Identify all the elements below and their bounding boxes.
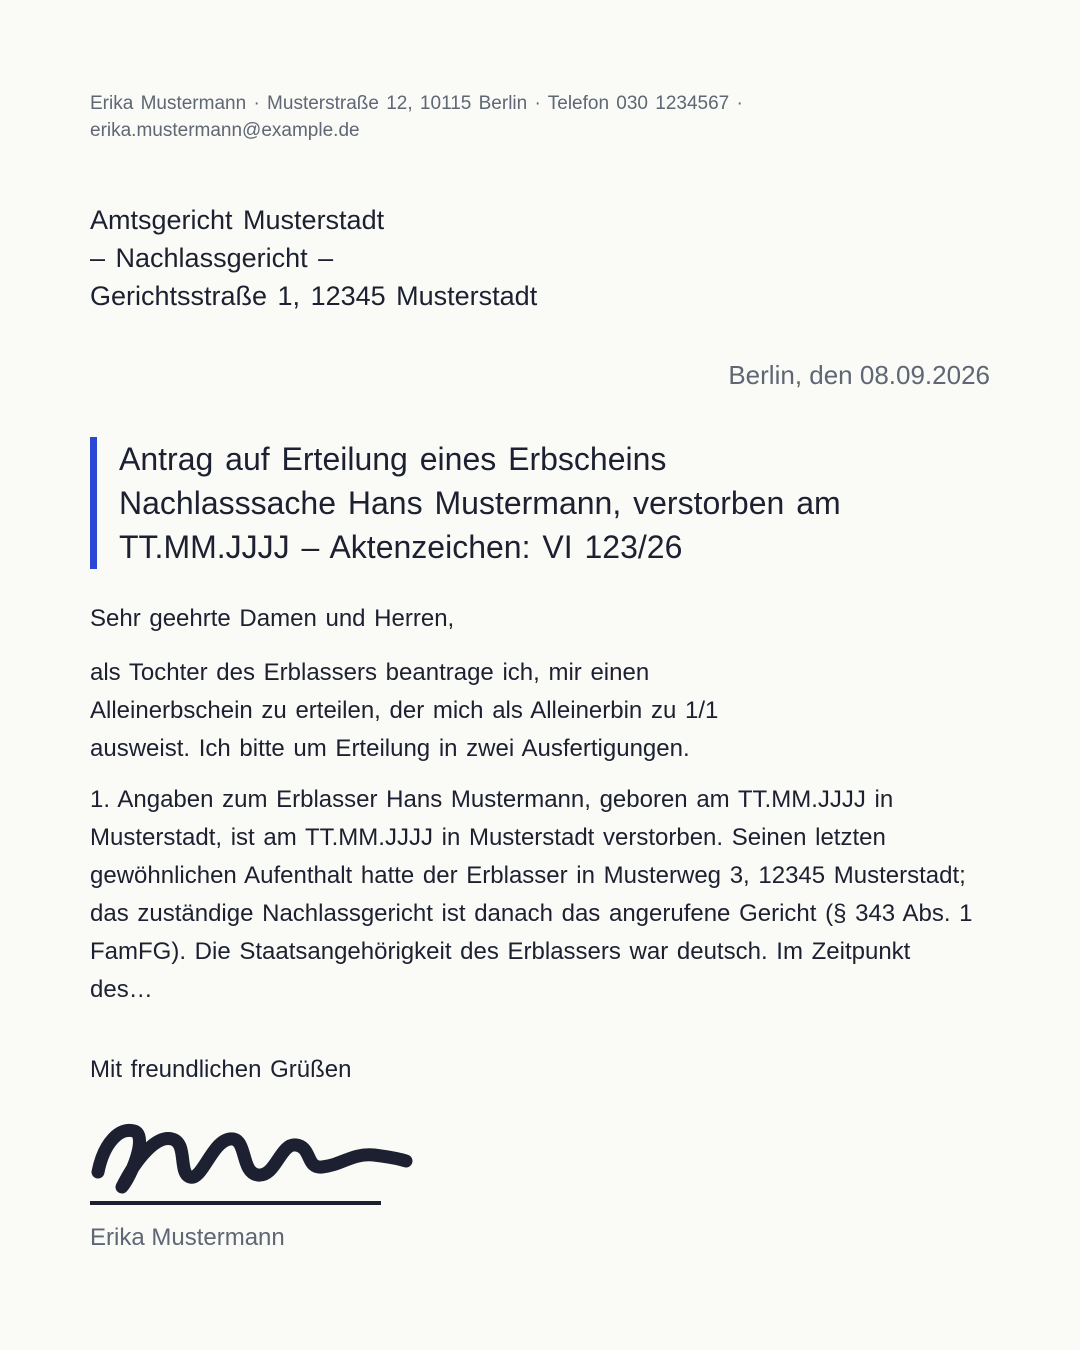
subject-reference: Nachlasssache Hans Mustermann, verstorben am TT.MM.JJJJ – Aktenzeichen: VI 123/26 xyxy=(119,485,841,565)
signature-line xyxy=(90,1201,381,1205)
handwritten-signature xyxy=(90,1117,420,1197)
sender-line: Erika Mustermann · Musterstraße 12, 10115 Berlin · Telefon 030 1234567 · erika.mustermann@example.de xyxy=(90,93,743,141)
recipient-address xyxy=(90,201,990,315)
subject-title: Antrag auf Erteilung eines Erbscheins xyxy=(119,441,667,477)
recipient-line-department: – Nachlassgericht – xyxy=(90,243,334,273)
body-paragraph-1: als Tochter des Erblassers beantrage ich, mir einen Alleinerbschein zu erteilen, der mich als Alleinerbin zu 1/1 ausweist. Ich bitte um Erteilung in zwei Ausfertigungen. xyxy=(90,659,719,762)
recipient-line-street: Gerichtsstraße 1, 12345 Musterstadt xyxy=(90,281,538,311)
subject-block xyxy=(90,437,990,569)
body-paragraph-2: 1. Angaben zum Erblasser Hans Mustermann, geboren am TT.MM.JJJJ in Musterstadt, ist am TT.MM.JJJJ in Musterstadt verstorben. Seinen letzten gewöhnlichen Aufenthalt hatte der Erblasser in Musterweg 3, 12345 Musterstadt; das zuständige Nachlassgericht ist danach das angerufene Gericht (§ 343 Abs. 1 FamFG). Die Staatsangehörigkeit des Erblassers war deutsch. Im Zeitpunkt des… xyxy=(90,786,973,1003)
signer-name: Erika Mustermann xyxy=(90,1224,285,1251)
salutation: Sehr geehrte Damen und Herren, xyxy=(90,605,455,632)
recipient-line-court: Amtsgericht Musterstadt xyxy=(90,205,385,235)
letter-page xyxy=(90,90,990,1255)
closing-phrase: Mit freundlichen Grüßen xyxy=(90,1056,352,1083)
letter-date: Berlin, den 08.09.2026 xyxy=(728,360,990,390)
